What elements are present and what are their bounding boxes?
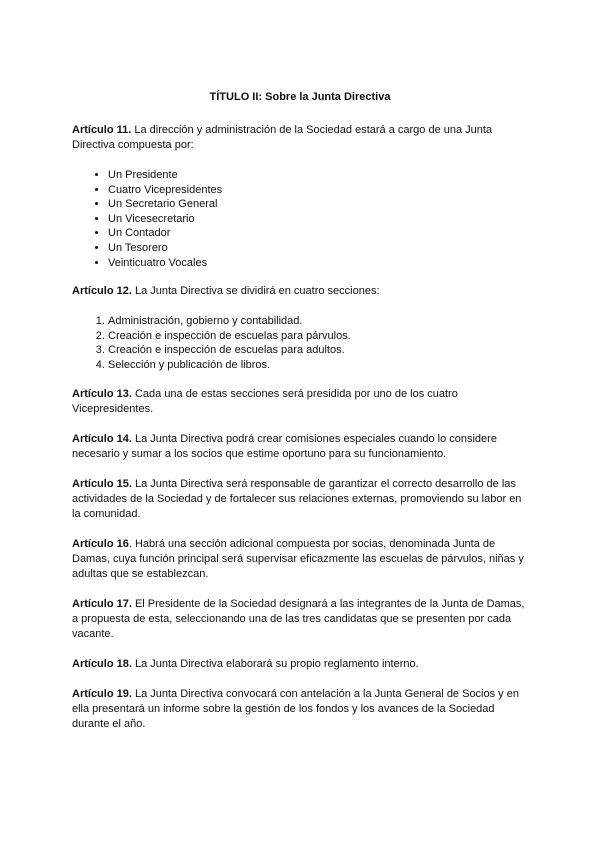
article-text: La Junta Directiva podrá crear comisiones especiales cuando lo considere necesario y sumar a los socios que estime oportuno para su funcionamiento. <box>72 432 497 460</box>
list-item: • Cuatro Vicepresidentes <box>108 183 528 198</box>
article-number: Artículo 13. <box>72 387 132 400</box>
article-16 <box>72 537 528 582</box>
article-15 <box>72 477 528 522</box>
article-text: La Junta Directiva elaborará su propio reglamento interno. <box>131 657 419 670</box>
article-text: La Junta Directiva se dividirá en cuatro secciones: <box>131 285 380 298</box>
article-number: Artículo 16 <box>72 537 129 550</box>
list-item: • Veinticuatro Vocales <box>108 256 528 271</box>
article-12 <box>72 284 528 299</box>
list-item: • Un Presidente <box>108 168 528 183</box>
article-text: . Habrá una sección adicional compuesta por socias, denominada Junta de Damas, cuya función principal será supervisar eficazmente las escuelas de párvulos, niñas y adultas que se establezcan. <box>72 537 524 580</box>
sections-list <box>72 314 528 372</box>
article-19 <box>72 687 528 732</box>
article-number: Artículo 18. <box>72 657 132 670</box>
list-item: • Un Tesorero <box>108 241 528 256</box>
list-item: 2. Creación e inspección de escuelas para párvulos. <box>108 329 528 344</box>
article-18 <box>72 657 528 672</box>
article-text: Cada una de estas secciones será presidida por uno de los cuatro Vicepresidentes. <box>72 387 458 415</box>
list-item: 3. Creación e inspección de escuelas para adultos. <box>108 343 528 358</box>
list-item: • Un Contador <box>108 226 528 241</box>
article-13 <box>72 387 528 417</box>
article-number: Artículo 12. <box>72 285 132 298</box>
members-list <box>72 168 528 270</box>
article-17 <box>72 597 528 642</box>
list-item: • Un Secretario General <box>108 197 528 212</box>
article-number: Artículo 11. <box>72 124 132 136</box>
article-text: La Junta Directiva será responsable de garantizar el correcto desarrollo de las actividades de la Sociedad y de fortalecer sus relaciones externas, promoviendo su labor en la comunidad. <box>72 477 522 520</box>
list-item: 1. Administración, gobierno y contabilidad. <box>108 314 528 329</box>
article-text: La Junta Directiva convocará con antelación a la Junta General de Socios y en ella presentará un informe sobre la gestión de los fondos y los avances de la Sociedad durante el año. <box>72 687 519 730</box>
page-title: TÍTULO II: Sobre la Junta Directiva <box>209 91 391 103</box>
article-14 <box>72 432 528 462</box>
article-number: Artículo 15. <box>72 477 132 490</box>
article-number: Artículo 19. <box>72 687 132 700</box>
list-item: 4. Selección y publicación de libros. <box>108 358 528 373</box>
article-number: Artículo 17. <box>72 597 132 610</box>
article-11 <box>72 123 528 153</box>
article-text: El Presidente de la Sociedad designará a las integrantes de la Junta de Damas, a propuesta de esta, seleccionando una de las tres candidatas que se presenten por cada vacante. <box>72 597 525 640</box>
article-text: La dirección y administración de la Sociedad estará a cargo de una Junta Directiva compuesta por: <box>72 124 493 151</box>
article-number: Artículo 14. <box>72 432 132 445</box>
list-item: • Un Vicesecretario <box>108 212 528 227</box>
document-content <box>72 90 528 747</box>
